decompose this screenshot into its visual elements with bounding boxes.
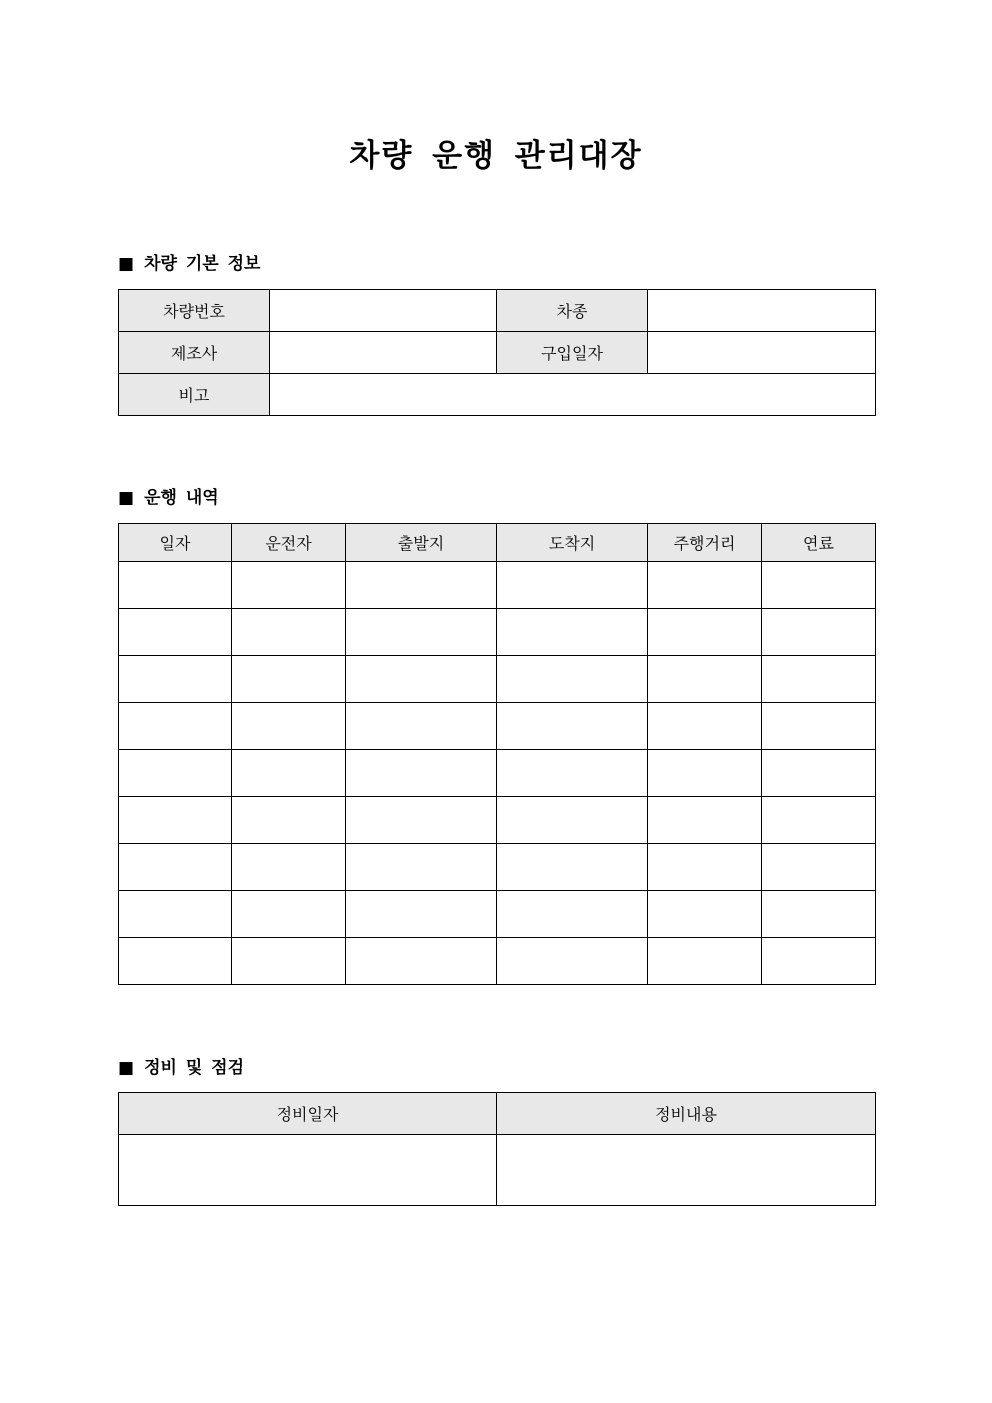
operation-log-body — [119, 562, 876, 985]
vehicle-type-label: 차종 — [497, 290, 648, 332]
table-cell[interactable] — [648, 609, 762, 656]
table-header-row — [119, 1093, 876, 1135]
vehicle-type-field[interactable] — [648, 290, 876, 332]
table-cell[interactable] — [762, 797, 876, 844]
table-cell[interactable] — [497, 938, 648, 985]
table-row — [119, 938, 876, 985]
table-cell[interactable] — [232, 609, 346, 656]
remarks-label: 비고 — [119, 374, 270, 416]
table-cell[interactable] — [119, 938, 232, 985]
page-title: 차량 운행 관리대장 — [349, 138, 643, 174]
column-header-date: 일자 — [119, 524, 232, 562]
table-row — [119, 374, 876, 416]
table-cell[interactable] — [232, 656, 346, 703]
maintenance-body — [119, 1135, 876, 1206]
table-cell[interactable] — [497, 656, 648, 703]
column-header-maintenance-date: 정비일자 — [119, 1093, 497, 1135]
section-heading-vehicle-info — [118, 253, 260, 275]
table-row — [119, 656, 876, 703]
section-heading-label: 차량 기본 정보 — [144, 254, 261, 274]
table-row — [119, 332, 876, 374]
table-cell[interactable] — [762, 844, 876, 891]
table-cell[interactable] — [497, 703, 648, 750]
table-cell[interactable] — [232, 844, 346, 891]
table-cell[interactable] — [232, 891, 346, 938]
table-cell[interactable] — [762, 609, 876, 656]
table-cell[interactable] — [119, 891, 232, 938]
table-row — [119, 797, 876, 844]
square-bullet-icon: ■ — [118, 1058, 135, 1078]
table-cell[interactable] — [762, 656, 876, 703]
section-heading-label: 운행 내역 — [144, 488, 219, 508]
table-cell[interactable] — [232, 703, 346, 750]
table-cell[interactable] — [346, 844, 497, 891]
table-row — [119, 844, 876, 891]
table-cell[interactable] — [119, 609, 232, 656]
table-cell[interactable] — [497, 797, 648, 844]
table-cell[interactable] — [762, 891, 876, 938]
table-cell[interactable] — [346, 703, 497, 750]
column-header-departure: 출발지 — [346, 524, 497, 562]
table-cell[interactable] — [232, 562, 346, 609]
table-cell[interactable] — [346, 562, 497, 609]
table-row — [119, 290, 876, 332]
table-row — [119, 1135, 876, 1206]
table-row — [119, 891, 876, 938]
plate-number-label: 차량번호 — [119, 290, 270, 332]
column-header-maintenance-details: 정비내용 — [497, 1093, 876, 1135]
table-cell[interactable] — [648, 891, 762, 938]
purchase-date-field[interactable] — [648, 332, 876, 374]
section-heading-label: 정비 및 점검 — [144, 1058, 245, 1078]
table-cell[interactable] — [648, 938, 762, 985]
table-cell[interactable] — [762, 938, 876, 985]
table-cell[interactable] — [346, 891, 497, 938]
table-cell[interactable] — [648, 797, 762, 844]
column-header-distance: 주행거리 — [648, 524, 762, 562]
purchase-date-label: 구입일자 — [497, 332, 648, 374]
column-header-destination: 도착지 — [497, 524, 648, 562]
table-cell[interactable] — [119, 1135, 497, 1206]
table-row — [119, 609, 876, 656]
section-heading-maintenance — [118, 1057, 244, 1079]
square-bullet-icon: ■ — [118, 254, 135, 274]
table-cell[interactable] — [497, 750, 648, 797]
table-cell[interactable] — [648, 750, 762, 797]
table-cell[interactable] — [762, 750, 876, 797]
table-cell[interactable] — [346, 609, 497, 656]
table-cell[interactable] — [119, 703, 232, 750]
table-cell[interactable] — [648, 656, 762, 703]
table-cell[interactable] — [232, 797, 346, 844]
remarks-field[interactable] — [270, 374, 876, 416]
table-cell[interactable] — [119, 656, 232, 703]
operation-log-table — [118, 523, 876, 985]
section-heading-operation-log — [118, 487, 219, 509]
table-cell[interactable] — [762, 562, 876, 609]
table-cell[interactable] — [119, 750, 232, 797]
table-cell[interactable] — [346, 656, 497, 703]
table-cell[interactable] — [648, 703, 762, 750]
table-cell[interactable] — [232, 938, 346, 985]
table-cell[interactable] — [497, 891, 648, 938]
table-cell[interactable] — [119, 797, 232, 844]
table-cell[interactable] — [497, 844, 648, 891]
table-row — [119, 703, 876, 750]
table-cell[interactable] — [346, 797, 497, 844]
table-cell[interactable] — [497, 1135, 876, 1206]
table-cell[interactable] — [648, 562, 762, 609]
table-cell[interactable] — [497, 562, 648, 609]
column-header-fuel: 연료 — [762, 524, 876, 562]
maintenance-table — [118, 1092, 876, 1206]
table-row — [119, 562, 876, 609]
table-cell[interactable] — [762, 703, 876, 750]
vehicle-info-table — [118, 289, 876, 416]
table-cell[interactable] — [119, 844, 232, 891]
column-header-driver: 운전자 — [232, 524, 346, 562]
table-row — [119, 750, 876, 797]
table-cell[interactable] — [346, 750, 497, 797]
table-header-row — [119, 524, 876, 562]
square-bullet-icon: ■ — [118, 488, 135, 508]
table-cell[interactable] — [119, 562, 232, 609]
manufacturer-field[interactable] — [270, 332, 497, 374]
table-cell[interactable] — [497, 609, 648, 656]
table-cell[interactable] — [648, 844, 762, 891]
table-cell[interactable] — [346, 938, 497, 985]
table-cell[interactable] — [232, 750, 346, 797]
manufacturer-label: 제조사 — [119, 332, 270, 374]
plate-number-field[interactable] — [270, 290, 497, 332]
